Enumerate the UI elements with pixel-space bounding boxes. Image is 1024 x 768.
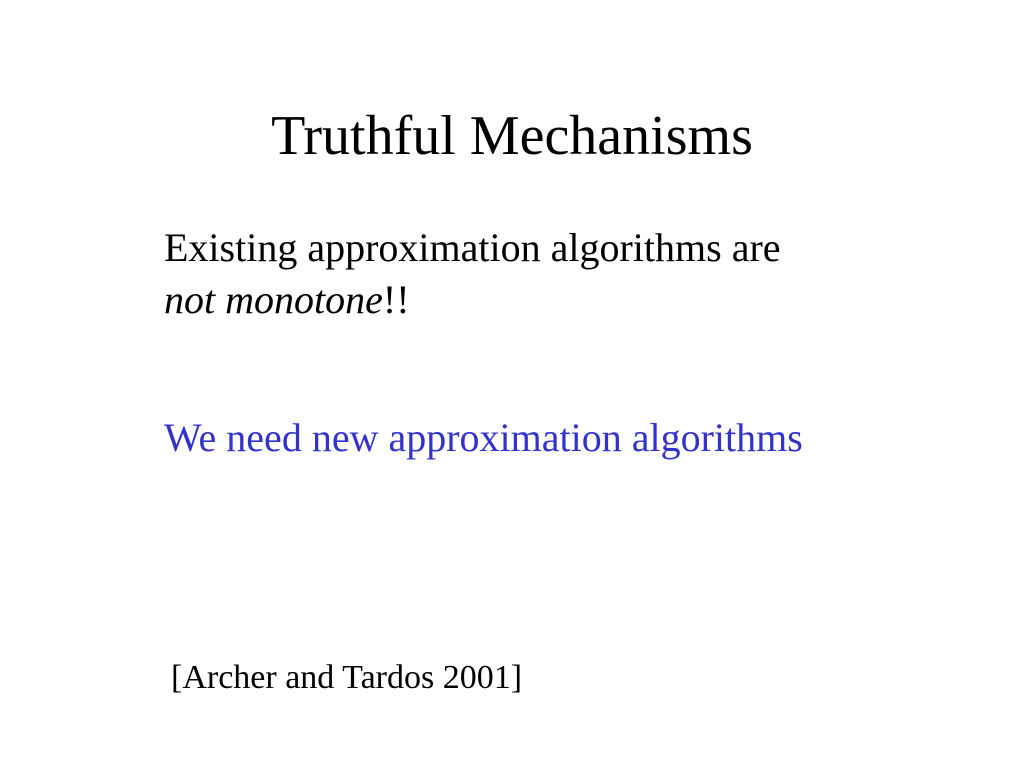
statement-paragraph [164, 222, 924, 326]
slide-title: Truthful Mechanisms [271, 105, 753, 167]
statement-line: Existing approximation algorithms are [164, 225, 781, 270]
highlight-paragraph: We need new approximation algorithms [164, 415, 803, 460]
statement-exclamation: !! [382, 277, 410, 322]
citation: [Archer and Tardos 2001] [171, 659, 523, 696]
statement-emphasis: not monotone [164, 277, 383, 322]
